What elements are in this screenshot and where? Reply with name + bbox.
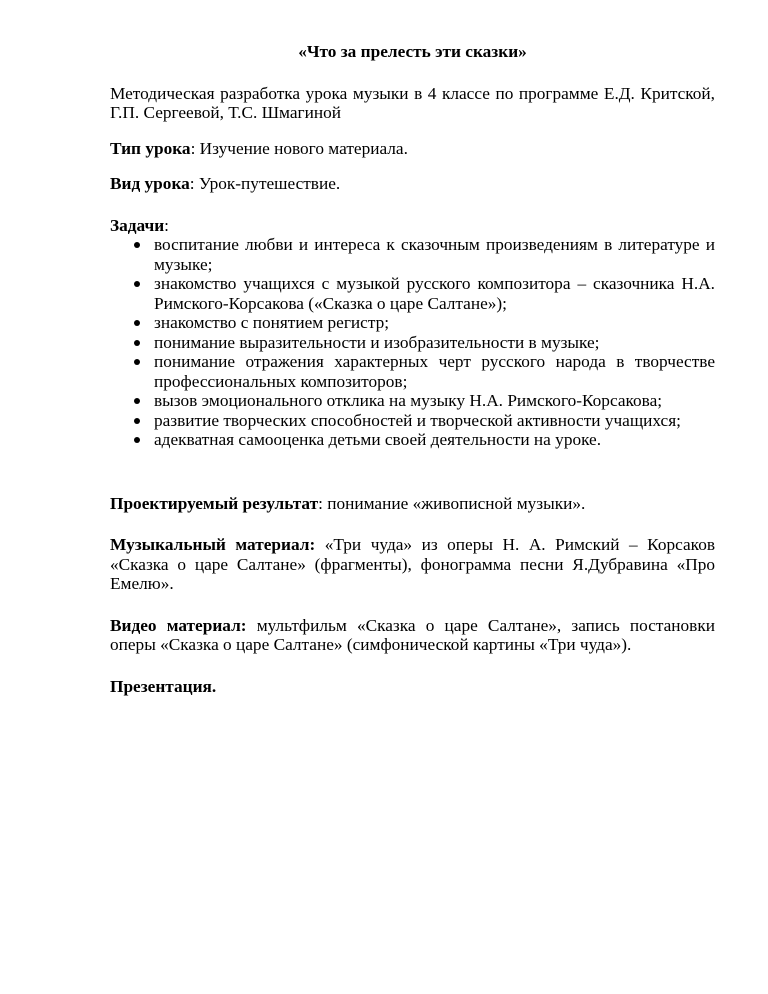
lesson-kind-label: Вид урока: [110, 174, 190, 193]
lesson-type-label: Тип урока: [110, 138, 191, 158]
task-text: адекватная самооценка детьми своей деятельности на уроке.: [154, 430, 602, 449]
tasks-suffix: :: [164, 215, 169, 235]
result-line: [110, 494, 715, 514]
list-item: [110, 274, 715, 313]
list-item: [110, 333, 715, 353]
tasks-label: Задачи: [110, 215, 165, 235]
bullet-icon: [134, 320, 140, 326]
video-material-value: мультфильм «Сказка о царе Салтане», запись постановки оперы «Сказка о царе Салтане» (симфонической картины «Три чуда»).: [110, 615, 715, 654]
lesson-type-line: [110, 139, 715, 159]
document-title: «Что за прелесть эти сказки»: [298, 42, 527, 61]
task-text: знакомство с понятием регистр;: [154, 313, 390, 332]
list-item: [110, 352, 715, 391]
lesson-type-value: : Изучение нового материала.: [190, 138, 408, 158]
list-item: [110, 313, 715, 333]
presentation-line: [110, 677, 715, 697]
bullet-icon: [134, 437, 140, 443]
video-material-label: Видео материал:: [110, 615, 247, 635]
lesson-kind-line: [110, 174, 715, 194]
task-text: понимание отражения характерных черт русского народа в творчестве профессиональных композиторов;: [154, 352, 715, 391]
presentation-label: Презентация.: [110, 676, 217, 696]
music-material-label: Музыкальный материал:: [110, 535, 316, 554]
document-page: [110, 42, 715, 712]
video-material-paragraph: [110, 616, 715, 655]
bullet-icon: [134, 398, 140, 404]
tasks-list: [110, 235, 715, 450]
lesson-kind-value: : Урок-путешествие.: [189, 174, 341, 193]
task-text: знакомство учащихся с музыкой русского композитора – сказочника Н.А. Римского-Корсакова («Сказка о царе Салтане»);: [154, 274, 715, 313]
list-item: [110, 430, 715, 450]
bullet-icon: [134, 359, 140, 365]
list-item: [110, 235, 715, 274]
bullet-icon: [134, 281, 140, 287]
intro-paragraph: [110, 84, 715, 123]
task-text: понимание выразительности и изобразительности в музыке;: [154, 332, 600, 352]
list-item: [110, 391, 715, 411]
bullet-icon: [134, 340, 140, 346]
task-text: развитие творческих способностей и творческой активности учащихся;: [154, 410, 681, 430]
task-text: вызов эмоционального отклика на музыку Н.А. Римского-Корсакова;: [154, 391, 663, 410]
result-value: : понимание «живописной музыки».: [318, 493, 586, 513]
bullet-icon: [134, 418, 140, 424]
list-item: [110, 411, 715, 431]
result-label: Проектируемый результат: [110, 493, 319, 513]
bullet-icon: [134, 242, 140, 248]
tasks-heading: [110, 216, 715, 236]
task-text: воспитание любви и интереса к сказочным произведениям в литературе и музыке;: [154, 235, 715, 274]
music-material-paragraph: [110, 535, 715, 594]
intro-text: Методическая разработка урока музыки в 4 классе по программе Е.Д. Критской, Г.П. Сергеевой, Т.С. Шмагиной: [110, 83, 715, 122]
music-material-value: «Три чуда» из оперы Н. А. Римский – Корсаков «Сказка о царе Салтане» (фрагменты), фонограмма песни Я.Дубравина «Про Емелю».: [110, 535, 715, 593]
